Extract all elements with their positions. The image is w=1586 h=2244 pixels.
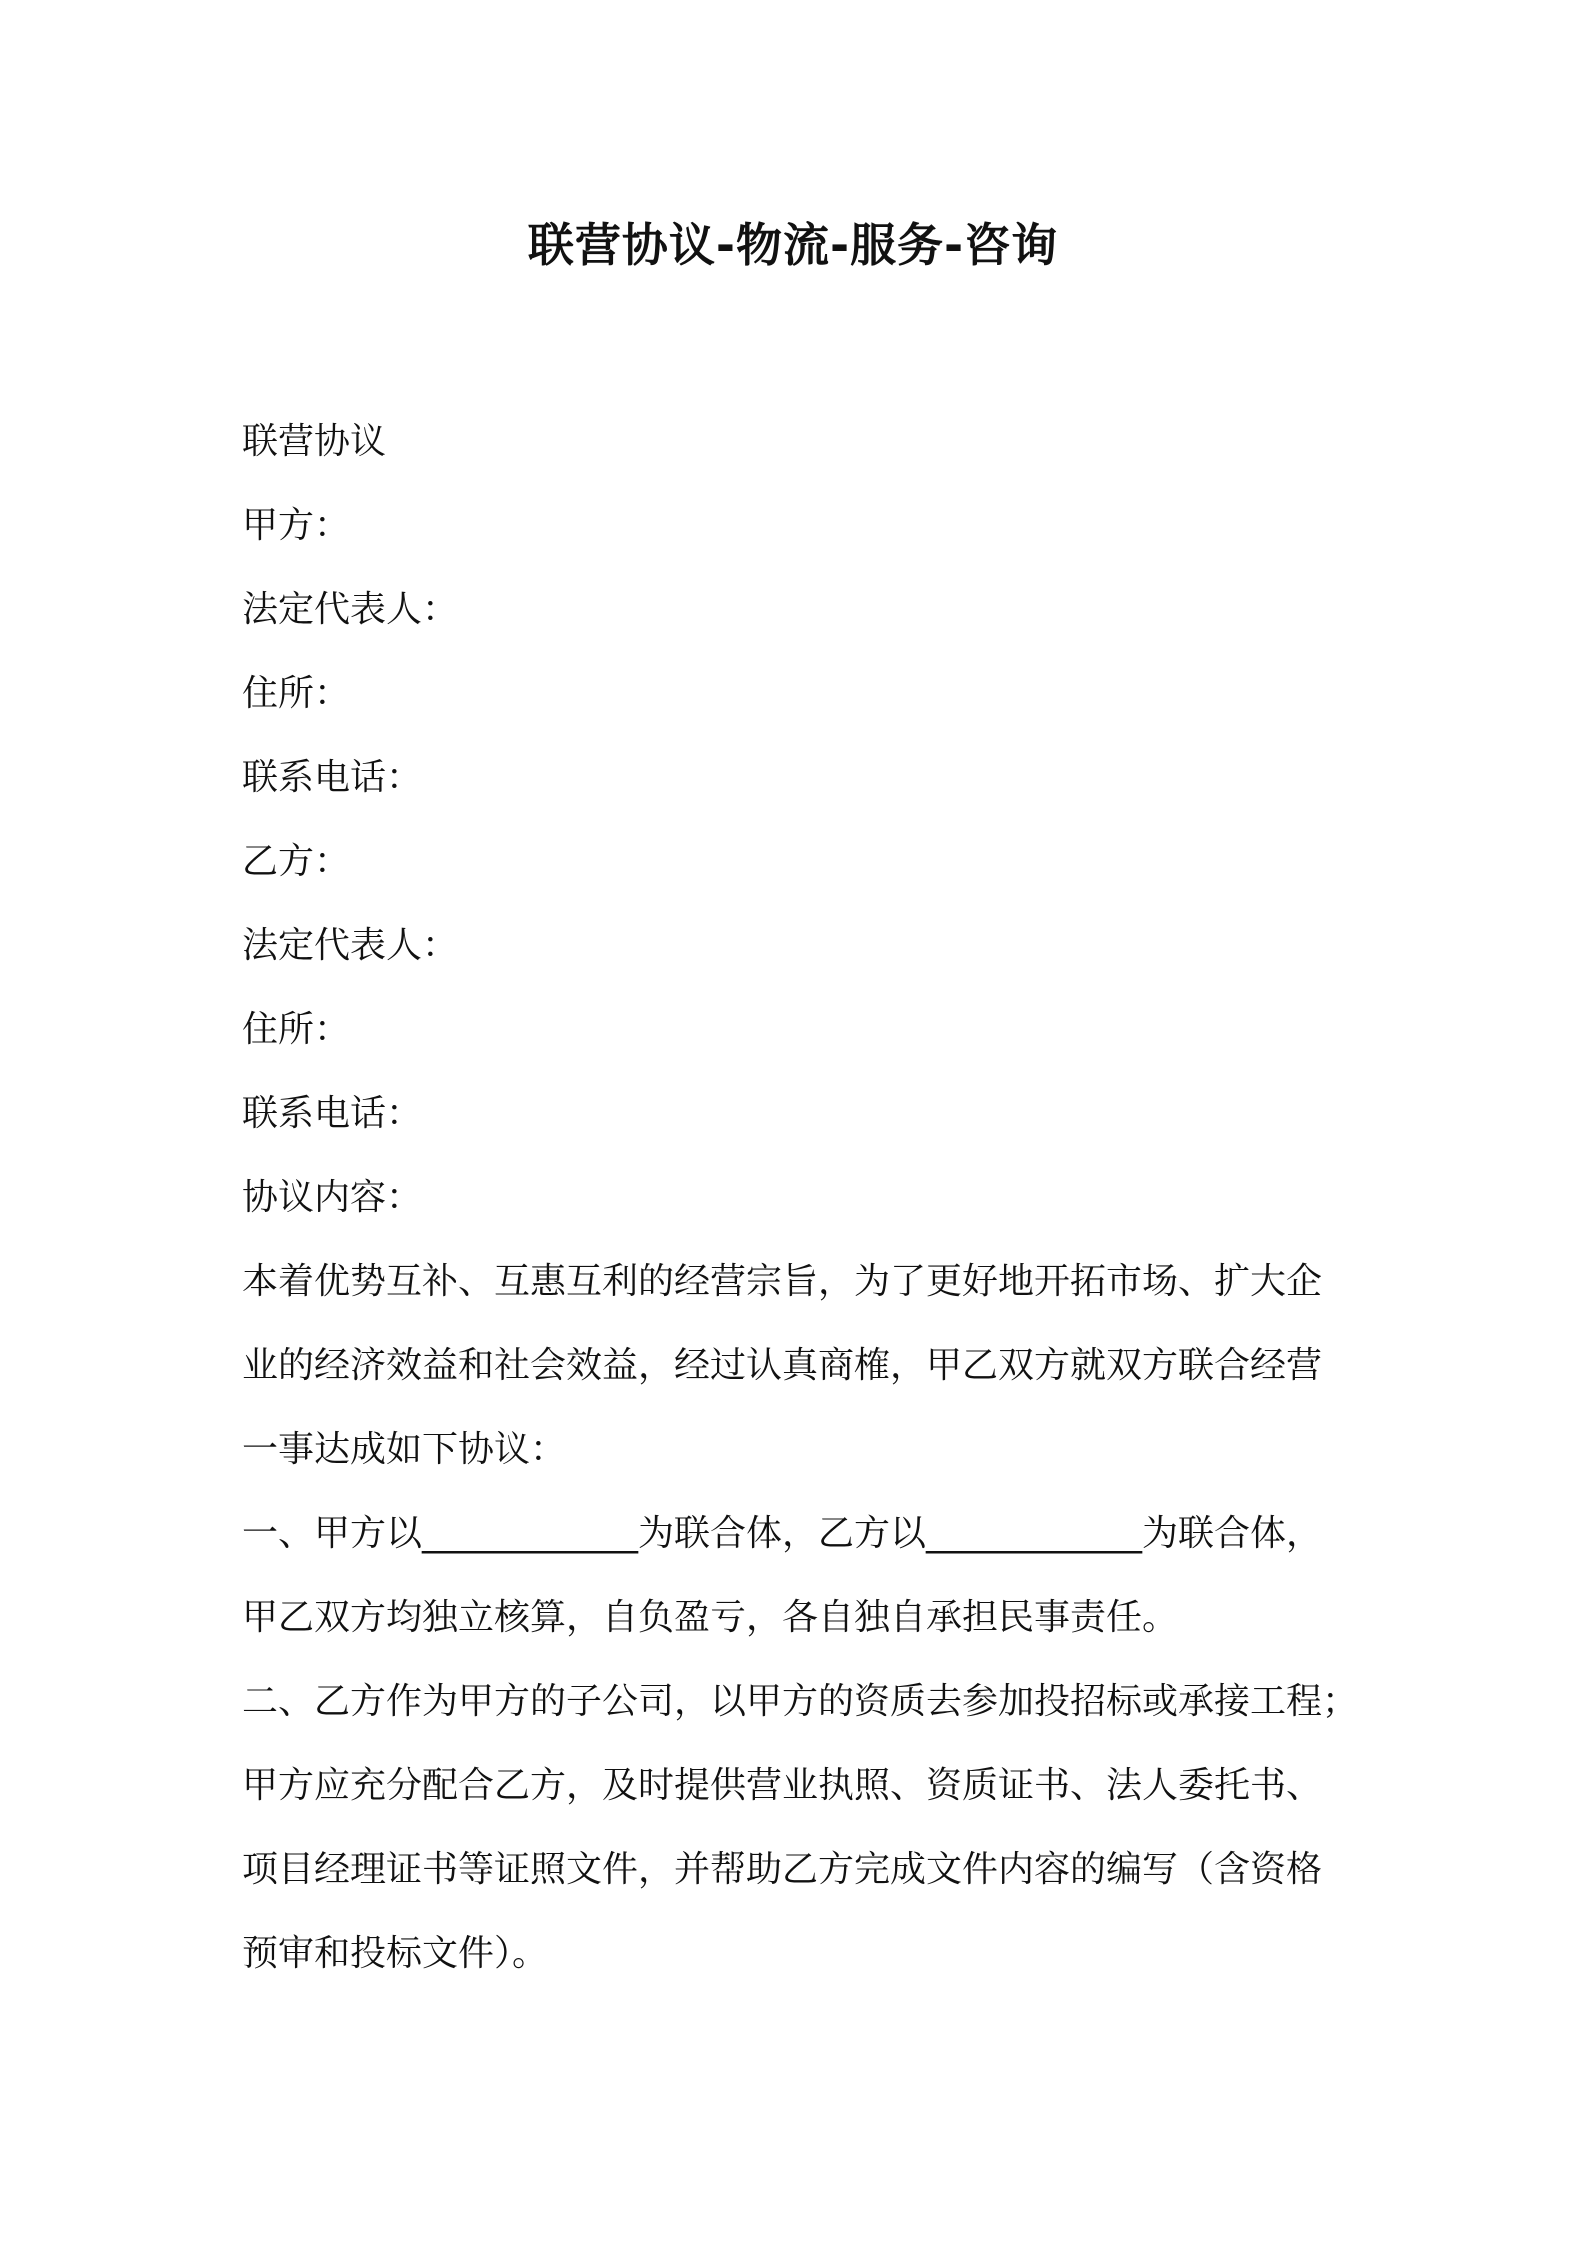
party-b-representative-label: 法定代表人： [242, 925, 459, 966]
paragraph-line: 一事达成如下协议： [242, 1429, 567, 1470]
party-b-phone-label: 联系电话： [242, 1093, 423, 1134]
party-a-address-label: 住所： [242, 673, 351, 714]
clause-2-line: 二、乙方作为甲方的子公司，以甲方的资质去参加投招标或承接工程； [242, 1681, 1359, 1722]
paragraph-line: 业的经济效益和社会效益，经过认真商榷，甲乙双方就双方联合经营 [242, 1345, 1323, 1386]
section-heading: 联营协议 [242, 421, 387, 462]
agreement-content-label: 协议内容： [242, 1177, 423, 1218]
party-b-label: 乙方： [242, 841, 351, 882]
document-body [242, 400, 1362, 1996]
document-title: 联营协议-物流-服务-咨询 [527, 218, 1059, 272]
party-a-phone-label: 联系电话： [242, 757, 423, 798]
paragraph-line: 本着优势互补、互惠互利的经营宗旨，为了更好地开拓市场、扩大企 [242, 1261, 1323, 1302]
clause-2-line: 预审和投标文件）。 [242, 1933, 549, 1974]
clause-1-line: 甲乙双方均独立核算，自负盈亏，各自独自承担民事责任。 [242, 1597, 1179, 1638]
clause-2-line: 甲方应充分配合乙方，及时提供营业执照、资质证书、法人委托书、 [242, 1765, 1323, 1806]
party-b-address-label: 住所： [242, 1009, 351, 1050]
clause-1-line: 一、甲方以____________为联合体，乙方以____________为联合体， [242, 1513, 1323, 1554]
party-a-label: 甲方： [242, 505, 351, 546]
clause-2-line: 项目经理证书等证照文件，并帮助乙方完成文件内容的编写（含资格 [242, 1849, 1323, 1890]
party-a-representative-label: 法定代表人： [242, 589, 459, 630]
